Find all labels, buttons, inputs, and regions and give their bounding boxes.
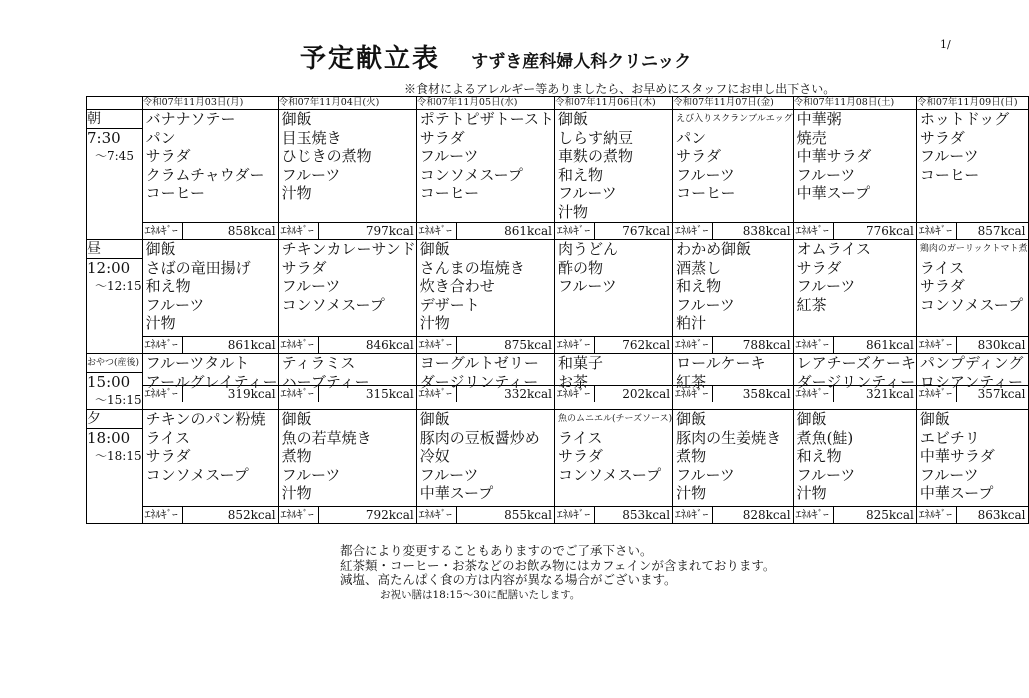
dish-item: 汁物: [281, 184, 312, 202]
dish-item: パン: [145, 128, 176, 147]
dish-item: 煮物: [676, 447, 707, 465]
energy-label: ｴﾈﾙｷﾞｰ: [673, 223, 713, 239]
date-row: [87, 97, 1029, 110]
meal-time-end: ～12:15: [95, 279, 142, 293]
energy-value: 332kcal: [504, 387, 552, 402]
dish-item: わかめ御飯: [676, 240, 752, 258]
meal-name: 夕: [87, 410, 142, 429]
dish-item: 炊き合わせ: [419, 277, 495, 295]
meal-time: 12:00: [87, 259, 131, 277]
dish-item: 車麩の煮物: [557, 147, 633, 165]
meal-name: 朝: [87, 110, 142, 129]
energy-cell: [278, 337, 416, 354]
energy-value: 762kcal: [622, 338, 671, 352]
energy-cell: [554, 337, 672, 354]
corner-cell: [87, 97, 143, 110]
energy-cell: [673, 386, 793, 410]
dish-item: ロシアンティー: [919, 372, 1024, 391]
dish-item: 汁物: [281, 484, 312, 502]
energy-cell: [673, 337, 793, 354]
dish-item: サラダ: [796, 258, 842, 277]
energy-cell: [916, 507, 1028, 524]
energy-cell: [916, 337, 1028, 354]
meal-time-end: ～7:45: [95, 149, 134, 163]
dish-item: フルーツ: [419, 465, 479, 484]
menu-cell: [142, 410, 278, 507]
energy-label: ｴﾈﾙｷﾞｰ: [279, 386, 319, 402]
meal-time: 18:00: [87, 429, 131, 447]
meal-time: 15:00: [87, 373, 131, 391]
allergy-notice: ※食材によるアレルギー等ありましたら、お早めにスタッフにお申し出下さい。: [404, 82, 836, 96]
dish-item: ヨーグルトゼリー: [419, 354, 539, 372]
dish-item: コーヒー: [419, 184, 480, 202]
energy-cell: [793, 386, 916, 410]
energy-value: 838kcal: [742, 224, 791, 238]
dish-item: 御飯: [419, 410, 450, 428]
menu-cell: [416, 410, 554, 507]
dish-item: 御飯: [419, 240, 450, 258]
menu-cell: [673, 240, 793, 337]
energy-value: 788kcal: [742, 338, 791, 352]
energy-value: 321kcal: [865, 387, 914, 402]
energy-cell: [916, 386, 1028, 410]
dish-item: 御飯: [676, 410, 707, 428]
energy-value: 797kcal: [365, 224, 414, 238]
dish-item: コーヒー: [676, 184, 736, 202]
energy-value: 825kcal: [865, 508, 914, 522]
date-header: 令和07年11月09日(日): [916, 97, 1028, 110]
menu-cell: [416, 110, 554, 223]
meal-time-end: ～18:15: [95, 449, 142, 463]
menu-cell: [416, 240, 554, 337]
menu-cell: [673, 354, 793, 391]
dish-item: ポテトピザトースト: [419, 110, 554, 128]
energy-label: ｴﾈﾙｷﾞｰ: [917, 223, 957, 239]
menu-cell: [673, 410, 793, 507]
dish-item: 汁物: [676, 484, 707, 502]
energy-label: ｴﾈﾙｷﾞｰ: [673, 386, 713, 402]
dish-item: サラダ: [919, 128, 965, 147]
energy-cell: [416, 223, 554, 240]
dish-item: ホットドッグ: [919, 110, 1010, 128]
dish-item: フルーツ: [796, 465, 856, 484]
dish-item: 酒蒸し: [676, 258, 722, 277]
dish-item: 中華スープ: [796, 184, 871, 202]
date-header: 令和07年11月04日(火): [278, 97, 416, 110]
meal-label-cell: [87, 240, 143, 354]
dish-item: フルーツ: [919, 465, 979, 484]
menu-cell: [278, 410, 416, 507]
dish-item: 豚肉の豆板醤炒め: [419, 428, 540, 447]
menu-cell: [142, 354, 278, 391]
dish-item: 和菓子: [557, 354, 603, 372]
dish-item: 酢の物: [557, 258, 603, 277]
energy-label: ｴﾈﾙｷﾞｰ: [673, 337, 713, 353]
menu-cell: [142, 240, 278, 337]
menu-cell: [142, 110, 278, 223]
dish-item: エビチリ: [919, 428, 980, 447]
dish-item: しらす納豆: [557, 128, 633, 147]
energy-cell: [554, 223, 672, 240]
dish-item: 粕汁: [676, 314, 707, 332]
energy-row: [87, 337, 1029, 354]
dish-item: 鶏肉のガーリックトマト煮: [919, 244, 1028, 254]
energy-cell: [416, 337, 554, 354]
dish-item: フルーツ: [145, 295, 205, 314]
energy-value: 875kcal: [504, 338, 552, 352]
menu-cell: [278, 240, 416, 337]
energy-label: ｴﾈﾙｷﾞｰ: [279, 337, 319, 353]
menu-cell: [916, 410, 1028, 507]
meal-time-end: ～15:15: [95, 393, 142, 407]
energy-value: 852kcal: [227, 508, 276, 522]
energy-value: 846kcal: [365, 338, 414, 352]
meal-time: 7:30: [87, 129, 121, 147]
dish-item: フルーツ: [796, 277, 856, 295]
dish-item: 紅茶: [676, 372, 707, 391]
meal-label-cell: [87, 110, 143, 240]
energy-value: 792kcal: [365, 508, 414, 522]
energy-value: 358kcal: [742, 387, 791, 402]
dish-item: 紅茶: [796, 295, 827, 314]
energy-row: [87, 507, 1029, 524]
dish-item: 中華サラダ: [796, 147, 872, 165]
footer-note: 紅茶類・コーヒー・お茶などのお飲み物にはカフェインが含まれております。: [340, 557, 776, 573]
dish-item: コンソメスープ: [919, 295, 1024, 314]
energy-label: ｴﾈﾙｷﾞｰ: [555, 507, 595, 523]
energy-value: 315kcal: [365, 387, 414, 402]
menu-cell: [554, 354, 672, 391]
dish-item: えび入りスクランブルエッグ: [676, 114, 793, 124]
dish-item: ティラミス: [281, 354, 356, 372]
energy-label: ｴﾈﾙｷﾞｰ: [143, 386, 183, 402]
dish-item: オムライス: [796, 240, 871, 258]
menu-cell: [916, 240, 1028, 337]
dish-item: フルーツタルト: [145, 354, 250, 372]
energy-label: ｴﾈﾙｷﾞｰ: [917, 507, 957, 523]
dish-item: ライス: [145, 428, 190, 447]
menu-cell: [554, 410, 672, 507]
dish-item: 御飯: [557, 110, 588, 128]
dish-item: バナナソテー: [145, 110, 236, 128]
dish-item: さばの竜田揚げ: [145, 258, 251, 277]
dish-item: 煮魚(鮭): [796, 428, 854, 447]
menu-cell: [793, 354, 916, 391]
dish-item: サラダ: [919, 277, 965, 295]
dish-item: コンソメスープ: [419, 165, 523, 184]
energy-value: 767kcal: [622, 224, 671, 238]
dish-item: 御飯: [796, 410, 827, 428]
dish-item: レアチーズケーキ: [796, 354, 916, 372]
dish-item: フルーツ: [676, 295, 735, 314]
energy-label: ｴﾈﾙｷﾞｰ: [279, 507, 319, 523]
meal-row: [87, 410, 1029, 507]
dish-item: クラムチャウダー: [145, 165, 265, 184]
energy-label: ｴﾈﾙｷﾞｰ: [794, 386, 834, 402]
energy-label: ｴﾈﾙｷﾞｰ: [417, 386, 457, 402]
energy-cell: [416, 386, 554, 410]
energy-cell: [278, 223, 416, 240]
dish-item: 汁物: [419, 314, 450, 332]
dish-item: チキンカレーサンド: [281, 240, 416, 258]
dish-item: 和え物: [676, 277, 722, 295]
dish-item: 汁物: [145, 314, 176, 332]
meal-label-cell: [87, 354, 143, 410]
dish-item: コンソメスープ: [557, 465, 662, 484]
dish-item: 中華スープ: [419, 484, 494, 502]
energy-row: [87, 223, 1029, 240]
dish-item: ライス: [919, 258, 965, 277]
dish-item: 和え物: [557, 165, 603, 184]
dish-item: 御飯: [145, 240, 176, 258]
energy-cell: [554, 386, 672, 410]
date-header: 令和07年11月05日(水): [416, 97, 554, 110]
energy-cell: [554, 507, 672, 524]
energy-value: 857kcal: [977, 224, 1026, 238]
energy-value: 861kcal: [227, 338, 276, 352]
dish-item: フルーツ: [676, 465, 735, 484]
energy-label: ｴﾈﾙｷﾞｰ: [143, 507, 183, 523]
energy-value: 776kcal: [865, 224, 914, 238]
dish-item: 御飯: [919, 410, 950, 428]
dish-item: フルーツ: [281, 277, 341, 295]
energy-value: 853kcal: [622, 508, 671, 522]
energy-value: 861kcal: [865, 338, 914, 352]
dish-item: コンソメスープ: [145, 465, 249, 484]
dish-item: アールグレイティー: [145, 372, 278, 391]
dish-item: 目玉焼き: [281, 128, 342, 147]
dish-item: 焼売: [796, 128, 827, 147]
menu-cell: [916, 354, 1028, 391]
energy-label: ｴﾈﾙｷﾞｰ: [143, 223, 183, 239]
dish-item: 豚肉の生姜焼き: [676, 428, 782, 447]
energy-cell: [916, 223, 1028, 240]
dish-item: ライス: [557, 428, 603, 447]
energy-label: ｴﾈﾙｷﾞｰ: [917, 386, 957, 402]
energy-value: 319kcal: [227, 387, 276, 402]
energy-label: ｴﾈﾙｷﾞｰ: [143, 337, 183, 353]
energy-label: ｴﾈﾙｷﾞｰ: [555, 223, 595, 239]
energy-value: 202kcal: [622, 387, 671, 402]
dish-item: 汁物: [557, 202, 588, 221]
dish-item: フルーツ: [796, 165, 856, 184]
menu-cell: [416, 354, 554, 391]
meal-row: [87, 354, 1029, 386]
dish-item: 魚のムニエル(チーズソース): [557, 414, 673, 424]
dish-item: フルーツ: [281, 465, 341, 484]
dish-item: サラダ: [557, 447, 603, 465]
menu-table: [86, 96, 1029, 524]
meal-name: 昼: [87, 240, 142, 259]
energy-value: 830kcal: [977, 338, 1026, 352]
dish-item: サラダ: [419, 128, 465, 147]
energy-cell: [416, 507, 554, 524]
clinic-name: すずき産科婦人科クリニック: [471, 52, 692, 72]
energy-cell: [673, 507, 793, 524]
menu-cell: [554, 110, 672, 223]
menu-cell: [554, 240, 672, 337]
dish-item: パンプディング: [919, 354, 1024, 372]
dish-item: 和え物: [796, 447, 842, 465]
energy-cell: [793, 223, 916, 240]
dish-item: 和え物: [145, 277, 191, 295]
dish-item: お茶: [557, 372, 588, 391]
energy-row: [87, 386, 1029, 410]
dish-item: パン: [676, 128, 707, 147]
energy-cell: [278, 507, 416, 524]
footer-note: 都合により変更することもありますのでご了承下さい。: [340, 543, 653, 558]
energy-cell: [278, 386, 416, 410]
menu-cell: [278, 110, 416, 223]
energy-cell: [142, 223, 278, 240]
footer-note: 減塩、高たんぱく食の方は内容が異なる場合がございます。: [340, 572, 677, 587]
menu-cell: [793, 240, 916, 337]
energy-cell: [793, 507, 916, 524]
dish-item: 肉うどん: [557, 240, 618, 258]
dish-item: 御飯: [281, 410, 312, 428]
dish-item: サラダ: [145, 147, 191, 165]
date-header: 令和07年11月07日(金): [673, 97, 793, 110]
dish-item: フルーツ: [919, 147, 979, 165]
date-header: 令和07年11月03日(月): [142, 97, 278, 110]
menu-cell: [916, 110, 1028, 223]
energy-label: ｴﾈﾙｷﾞｰ: [917, 337, 957, 353]
dish-item: ダージリンティー: [419, 372, 539, 391]
dish-item: フルーツ: [419, 147, 479, 165]
energy-label: ｴﾈﾙｷﾞｰ: [794, 223, 834, 239]
dish-item: 中華粥: [796, 110, 842, 128]
energy-value: 863kcal: [977, 508, 1026, 522]
meal-label-cell: [87, 410, 143, 524]
energy-cell: [142, 386, 278, 410]
menu-cell: [793, 410, 916, 507]
dish-item: 中華サラダ: [919, 447, 995, 465]
energy-label: ｴﾈﾙｷﾞｰ: [555, 386, 595, 402]
footer-note: お祝い膳は18:15～30に配膳いたします。: [380, 588, 581, 601]
energy-value: 357kcal: [977, 387, 1026, 402]
energy-value: 861kcal: [504, 224, 552, 238]
dish-item: 冷奴: [419, 447, 450, 465]
energy-label: ｴﾈﾙｷﾞｰ: [794, 507, 834, 523]
date-header: 令和07年11月08日(土): [793, 97, 916, 110]
page-header: [300, 38, 691, 75]
menu-cell: [793, 110, 916, 223]
menu-cell: [278, 354, 416, 391]
meal-row: [87, 110, 1029, 223]
footer-notes: [340, 544, 775, 602]
energy-cell: [793, 337, 916, 354]
dish-item: コーヒー: [145, 184, 205, 202]
dish-item: フルーツ: [557, 277, 617, 295]
dish-item: 煮物: [281, 447, 312, 465]
date-header: 令和07年11月06日(木): [554, 97, 672, 110]
energy-cell: [142, 337, 278, 354]
dish-item: フルーツ: [676, 165, 735, 184]
dish-item: 魚の若草焼き: [281, 428, 372, 447]
dish-item: コーヒー: [919, 165, 980, 184]
energy-cell: [673, 223, 793, 240]
energy-label: ｴﾈﾙｷﾞｰ: [417, 337, 457, 353]
energy-label: ｴﾈﾙｷﾞｰ: [417, 223, 457, 239]
dish-item: サラダ: [281, 258, 327, 277]
dish-item: ダージリンティー: [796, 372, 916, 391]
energy-label: ｴﾈﾙｷﾞｰ: [279, 223, 319, 239]
energy-value: 828kcal: [742, 508, 791, 522]
meal-name: おやつ(産後): [87, 354, 142, 373]
dish-item: さんまの塩焼き: [419, 258, 525, 277]
page-title: 予定献立表: [300, 44, 441, 74]
dish-item: デザート: [419, 295, 480, 314]
dish-item: ひじきの煮物: [281, 147, 372, 165]
energy-label: ｴﾈﾙｷﾞｰ: [555, 337, 595, 353]
energy-value: 855kcal: [504, 508, 552, 522]
menu-cell: [673, 110, 793, 223]
dish-item: フルーツ: [557, 184, 617, 202]
dish-item: ロールケーキ: [676, 354, 766, 372]
dish-item: サラダ: [676, 147, 721, 165]
dish-item: チキンのパン粉焼: [145, 410, 266, 428]
energy-label: ｴﾈﾙｷﾞｰ: [417, 507, 457, 523]
dish-item: コンソメスープ: [281, 295, 385, 314]
energy-label: ｴﾈﾙｷﾞｰ: [794, 337, 834, 353]
dish-item: サラダ: [145, 447, 191, 465]
dish-item: 中華スープ: [919, 484, 994, 502]
energy-label: ｴﾈﾙｷﾞｰ: [673, 507, 713, 523]
dish-item: 御飯: [281, 110, 312, 128]
energy-value: 858kcal: [227, 224, 276, 238]
meal-row: [87, 240, 1029, 337]
dish-item: フルーツ: [281, 165, 341, 184]
page-number: 1/: [940, 38, 951, 51]
dish-item: 汁物: [796, 484, 827, 502]
energy-cell: [142, 507, 278, 524]
dish-item: ハーブティー: [281, 372, 370, 391]
